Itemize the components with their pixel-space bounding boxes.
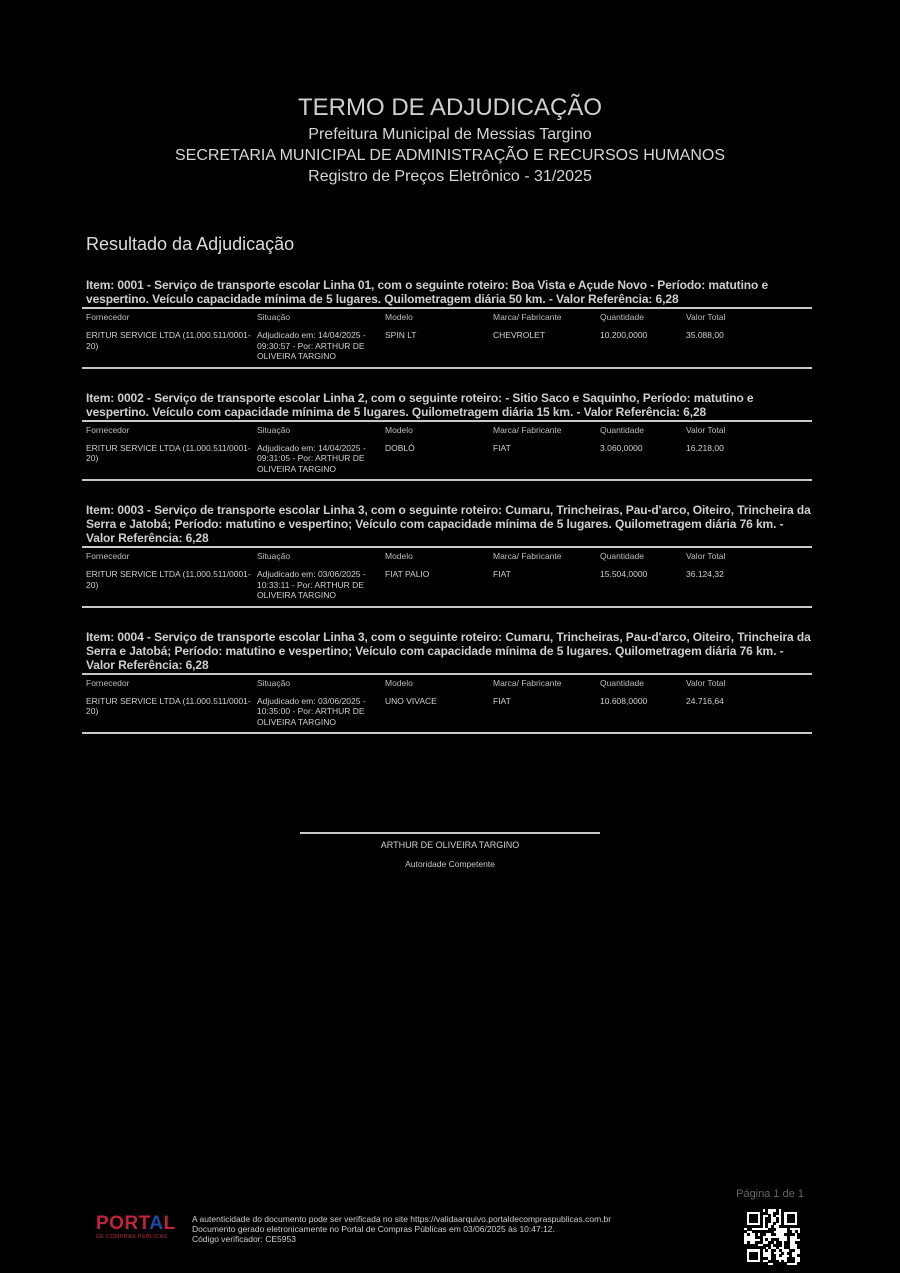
- model-cell: DOBLÓ: [385, 442, 415, 453]
- footer-notes: [192, 1214, 611, 1244]
- model-cell: FIAT PALIO: [385, 569, 430, 579]
- col-total: Valor Total: [686, 424, 726, 435]
- table-row: [82, 438, 812, 479]
- quantity-cell: 10.200,0000: [600, 330, 648, 340]
- col-model: Modelo: [385, 677, 413, 688]
- status-cell: Adjudicado em: 14/04/2025 - 09:31:05 - Por: ARTHUR DE OLIVEIRA TARGINO: [257, 442, 366, 474]
- col-total: Valor Total: [686, 312, 726, 322]
- table-header: [82, 675, 812, 691]
- col-supplier: Fornecedor: [86, 551, 130, 561]
- list-item: [82, 278, 812, 369]
- col-model: Modelo: [385, 551, 413, 561]
- supplier-cell: ERITUR SERVICE LTDA (11.000.511/0001-20): [86, 695, 251, 716]
- col-status: Situação: [257, 312, 291, 322]
- col-brand: Marca/ Fabricante: [493, 551, 562, 561]
- col-model: Modelo: [385, 424, 413, 435]
- item-description: Item: 0001 - Serviço de transporte escolar Linha 01, com o seguinte roteiro: Boa Vista e Açude Novo - Período: matutino e vespertino. Veículo capacidade mínima de 5 lugares. Quilometragem diária 50 km. - Valor Referência: 6,28: [86, 278, 769, 306]
- quantity-cell: 3.060,0000: [600, 442, 643, 453]
- supplier-cell: ERITUR SERVICE LTDA (11.000.511/0001-20): [86, 330, 251, 351]
- signature-line: [300, 832, 600, 834]
- status-cell: Adjudicado em: 14/04/2025 - 09:30:57 - Por: ARTHUR DE OLIVEIRA TARGINO: [257, 330, 366, 361]
- brand-cell: FIAT: [493, 695, 511, 706]
- item-description: Item: 0003 - Serviço de transporte escolar Linha 3, com o seguinte roteiro: Cumaru, Trincheiras, Pau-d'arco, Oiteiro, Trincheira da Serra e Jatobá; Período: matutino e vespertino; Veículo com capacidade mínima de 5 lugares. Quilometragem diária 76 km. - Valor Referência: 6,28: [86, 503, 811, 545]
- item-description: Item: 0002 - Serviço de transporte escolar Linha 2, com o seguinte roteiro: - Sitio Saco e Saquinho, Período: matutino e vespertino. Veículo com capacidade mínima de 5 lugares. Quilometragem diária 15 km. - Valor Referência: 6,28: [86, 390, 754, 419]
- col-supplier: Fornecedor: [86, 424, 130, 435]
- quantity-cell: 10.608,0000: [600, 695, 648, 706]
- table-header: [82, 309, 812, 325]
- col-status: Situação: [257, 677, 291, 688]
- supplier-cell: ERITUR SERVICE LTDA (11.000.511/0001-20): [86, 569, 251, 590]
- list-item: [82, 630, 812, 735]
- table-row: [82, 691, 812, 732]
- divider: [82, 606, 812, 608]
- total-cell: 36.124,32: [686, 569, 724, 579]
- col-quantity: Quantidade: [600, 424, 644, 435]
- section-title: Resultado da Adjudicação: [86, 234, 295, 254]
- department-name: SECRETARIA MUNICIPAL DE ADMINISTRAÇÃO E RECURSOS HUMANOS: [174, 147, 725, 164]
- brand-cell: FIAT: [493, 442, 511, 453]
- signatory-name: ARTHUR DE OLIVEIRA TARGINO: [380, 840, 520, 850]
- table-header: [82, 548, 812, 564]
- qr-code-icon: [744, 1209, 800, 1265]
- col-quantity: Quantidade: [600, 677, 644, 688]
- col-brand: Marca/ Fabricante: [493, 677, 562, 688]
- quantity-cell: 15.504,0000: [600, 569, 648, 579]
- item-description: Item: 0004 - Serviço de transporte escolar Linha 3, com o seguinte roteiro: Cumaru, Trincheiras, Pau-d'arco, Oiteiro, Trincheira da Serra e Jatobá; Período: matutino e vespertino; Veículo com capacidade mínima de 5 lugares. Quilometragem diária 76 km. - Valor Referência: 6,28: [86, 629, 811, 672]
- model-cell: SPIN LT: [385, 330, 417, 340]
- logo-part: PORT: [96, 1213, 150, 1234]
- document-header: [0, 92, 900, 187]
- items-list: [82, 278, 812, 756]
- brand-cell: CHEVROLET: [493, 330, 545, 340]
- table-row: [82, 325, 812, 366]
- divider: [82, 367, 812, 369]
- col-supplier: Fornecedor: [86, 312, 130, 322]
- list-item: [82, 503, 812, 608]
- col-brand: Marca/ Fabricante: [493, 312, 562, 322]
- portal-logo: [96, 1214, 176, 1240]
- total-cell: 24.716,64: [686, 695, 724, 706]
- col-quantity: Quantidade: [600, 551, 644, 561]
- col-model: Modelo: [385, 312, 413, 322]
- signature-block: [300, 832, 600, 869]
- process-number: Registro de Preços Eletrônico - 31/2025: [308, 168, 592, 185]
- organization-name: Prefeitura Municipal de Messias Targino: [308, 126, 592, 143]
- table-row: [82, 564, 812, 605]
- document-title: TERMO DE ADJUDICAÇÃO: [297, 94, 603, 121]
- col-supplier: Fornecedor: [86, 677, 130, 688]
- model-cell: UNO VIVACE: [385, 695, 437, 706]
- divider: [82, 479, 812, 481]
- col-total: Valor Total: [686, 551, 726, 561]
- divider: [82, 732, 812, 734]
- verification-code: Código verificador: CE5953: [192, 1234, 296, 1244]
- signatory-role: Autoridade Competente: [405, 859, 495, 869]
- page-number: Página 1 de 1: [736, 1188, 804, 1200]
- col-quantity: Quantidade: [600, 312, 644, 322]
- table-header: [82, 422, 812, 438]
- status-cell: Adjudicado em: 03/06/2025 - 10:35:00 - Por: ARTHUR DE OLIVEIRA TARGINO: [257, 695, 366, 727]
- logo-wordmark: [96, 1214, 176, 1234]
- status-cell: Adjudicado em: 03/06/2025 - 10:33:11 - Por: ARTHUR DE OLIVEIRA TARGINO: [257, 569, 366, 600]
- total-cell: 35.088,00: [686, 330, 724, 340]
- logo-part: A: [149, 1213, 164, 1234]
- total-cell: 16.218,00: [686, 442, 724, 453]
- list-item: [82, 391, 812, 482]
- col-brand: Marca/ Fabricante: [493, 424, 562, 435]
- logo-part: L: [163, 1213, 176, 1234]
- col-total: Valor Total: [686, 677, 726, 688]
- brand-cell: FIAT: [493, 569, 511, 579]
- generation-note: Documento gerado eletronicamente no Portal de Compras Públicas em 03/06/2025 às 10:47:12.: [192, 1224, 555, 1234]
- supplier-cell: ERITUR SERVICE LTDA (11.000.511/0001-20): [86, 442, 251, 463]
- authenticity-note: A autenticidade do documento pode ser verificada no site https://validaarquivo.portaldecompraspublicas.com.br: [192, 1214, 612, 1224]
- col-status: Situação: [257, 551, 291, 561]
- logo-tagline: DE COMPRAS PÚBLICAS: [96, 1234, 168, 1240]
- col-status: Situação: [257, 424, 291, 435]
